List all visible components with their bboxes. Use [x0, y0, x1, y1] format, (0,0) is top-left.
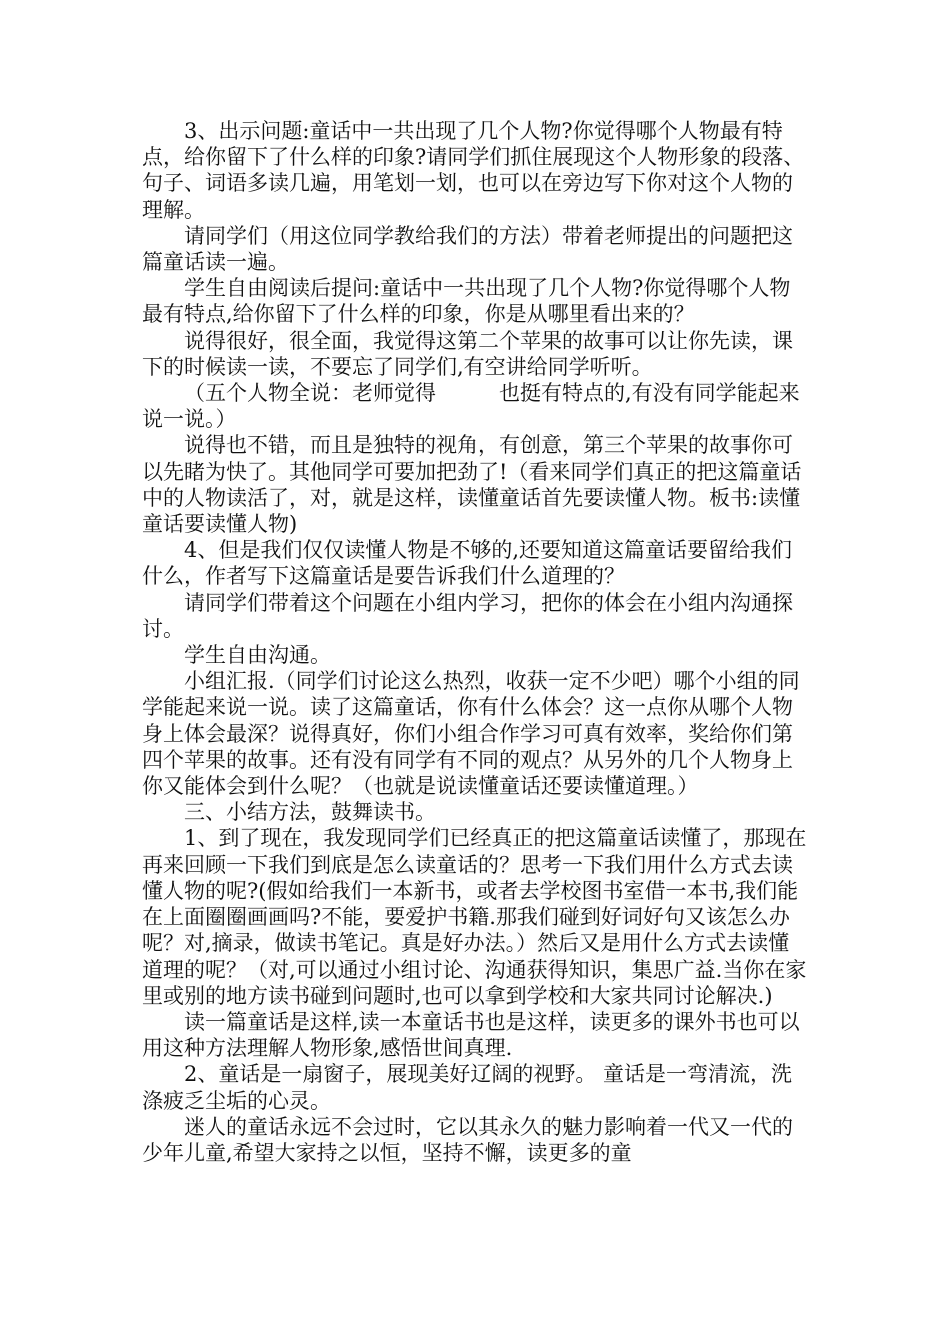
- paragraph: （五个人物全说：老师觉得 也挺有特点的,有没有同学能起来说一说。）: [142, 381, 800, 432]
- paragraph: 请同学们（用这位同学教给我们的方法）带着老师提出的问题把这篇童话读一遍。: [142, 223, 793, 275]
- paragraph: 学生自由阅读后提问:童话中一共出现了几个人物?你觉得哪个人物最有特点,给你留下了什么样的印象，你是从哪里看出来的？: [142, 276, 791, 327]
- paragraph: 读一篇童话是这样,读一本童话书也是这样，读更多的课外书也可以用这种方法理解人物形象,感悟世间真理.: [142, 1009, 800, 1061]
- paragraph: 2、童话是一扇窗子，展现美好辽阔的视野。 童话是一弯清流，洗涤疲乏尘垢的心灵。: [142, 1062, 793, 1113]
- paragraph: 请同学们带着这个问题在小组内学习，把你的体会在小组内沟通探讨。: [142, 590, 793, 641]
- paragraph: 说得很好，很全面，我觉得这第二个苹果的故事可以让你先读，课下的时候读一读，不要忘了同学们,有空讲给同学听听。: [142, 328, 793, 379]
- paragraph: 1、到了现在，我发现同学们已经真正的把这篇童话读懂了，那现在再来回顾一下我们到底是怎么读童话的？思考一下我们用什么方式去读懂人物的呢?(假如给我们一本新书，或者去学校图书室借一本书,我们能在上面圈圈画画吗?不能，要爱护书籍.那我们碰到好词好句又该怎么办呢？对,摘录，做读书笔记。真是好办法。）然后又是用什么方式去读懂道理的呢？（对,可以通过小组讨论、沟通获得知识，集思广益.当你在家里或别的地方读书碰到问题时,也可以拿到学校和大家共同讨论解决.): [142, 826, 807, 1008]
- paragraph: 3、出示问题:童话中一共出现了几个人物?你觉得哪个人物最有特点，给你留下了什么样的印象?请同学们抓住展现这个人物形象的段落、句子、词语多读几遍，用笔划一划，也可以在旁边写下你对这个人物的理解。: [142, 119, 805, 222]
- section-heading: 三、小结方法，鼓舞读书。: [184, 800, 436, 825]
- paragraph: 小组汇报.（同学们讨论这么热烈，收获一定不少吧）哪个小组的同学能起来说一说。读了这篇童话，你有什么体会？这一点你从哪个人物身上体会最深？说得真好，你们小组合作学习可真有效率，奖给你们第四个苹果的故事。还有没有同学有不同的观点？从另外的几个人物身上你又能体会到什么呢？（也就是说读懂童话还要读懂道理。）: [142, 669, 800, 799]
- paragraph: 4、但是我们仅仅读懂人物是不够的,还要知道这篇童话要留给我们什么，作者写下这篇童话是要告诉我们什么道理的？: [142, 538, 793, 589]
- paragraph: 说得也不错，而且是独特的视角，有创意，第三个苹果的故事你可以先睹为快了。其他同学可要加把劲了!（看来同学们真正的把这篇童话中的人物读活了，对，就是这样，读懂童话首先要读懂人物。板书:读懂童话要读懂人物): [142, 433, 802, 537]
- paragraph: 迷人的童话永远不会过时，它以其永久的魅力影响着一代又一代的少年儿童,希望大家持之以恒，坚持不懈，读更多的童: [142, 1114, 793, 1165]
- paragraph: 学生自由沟通。: [184, 643, 331, 668]
- document-body: [142, 118, 807, 1166]
